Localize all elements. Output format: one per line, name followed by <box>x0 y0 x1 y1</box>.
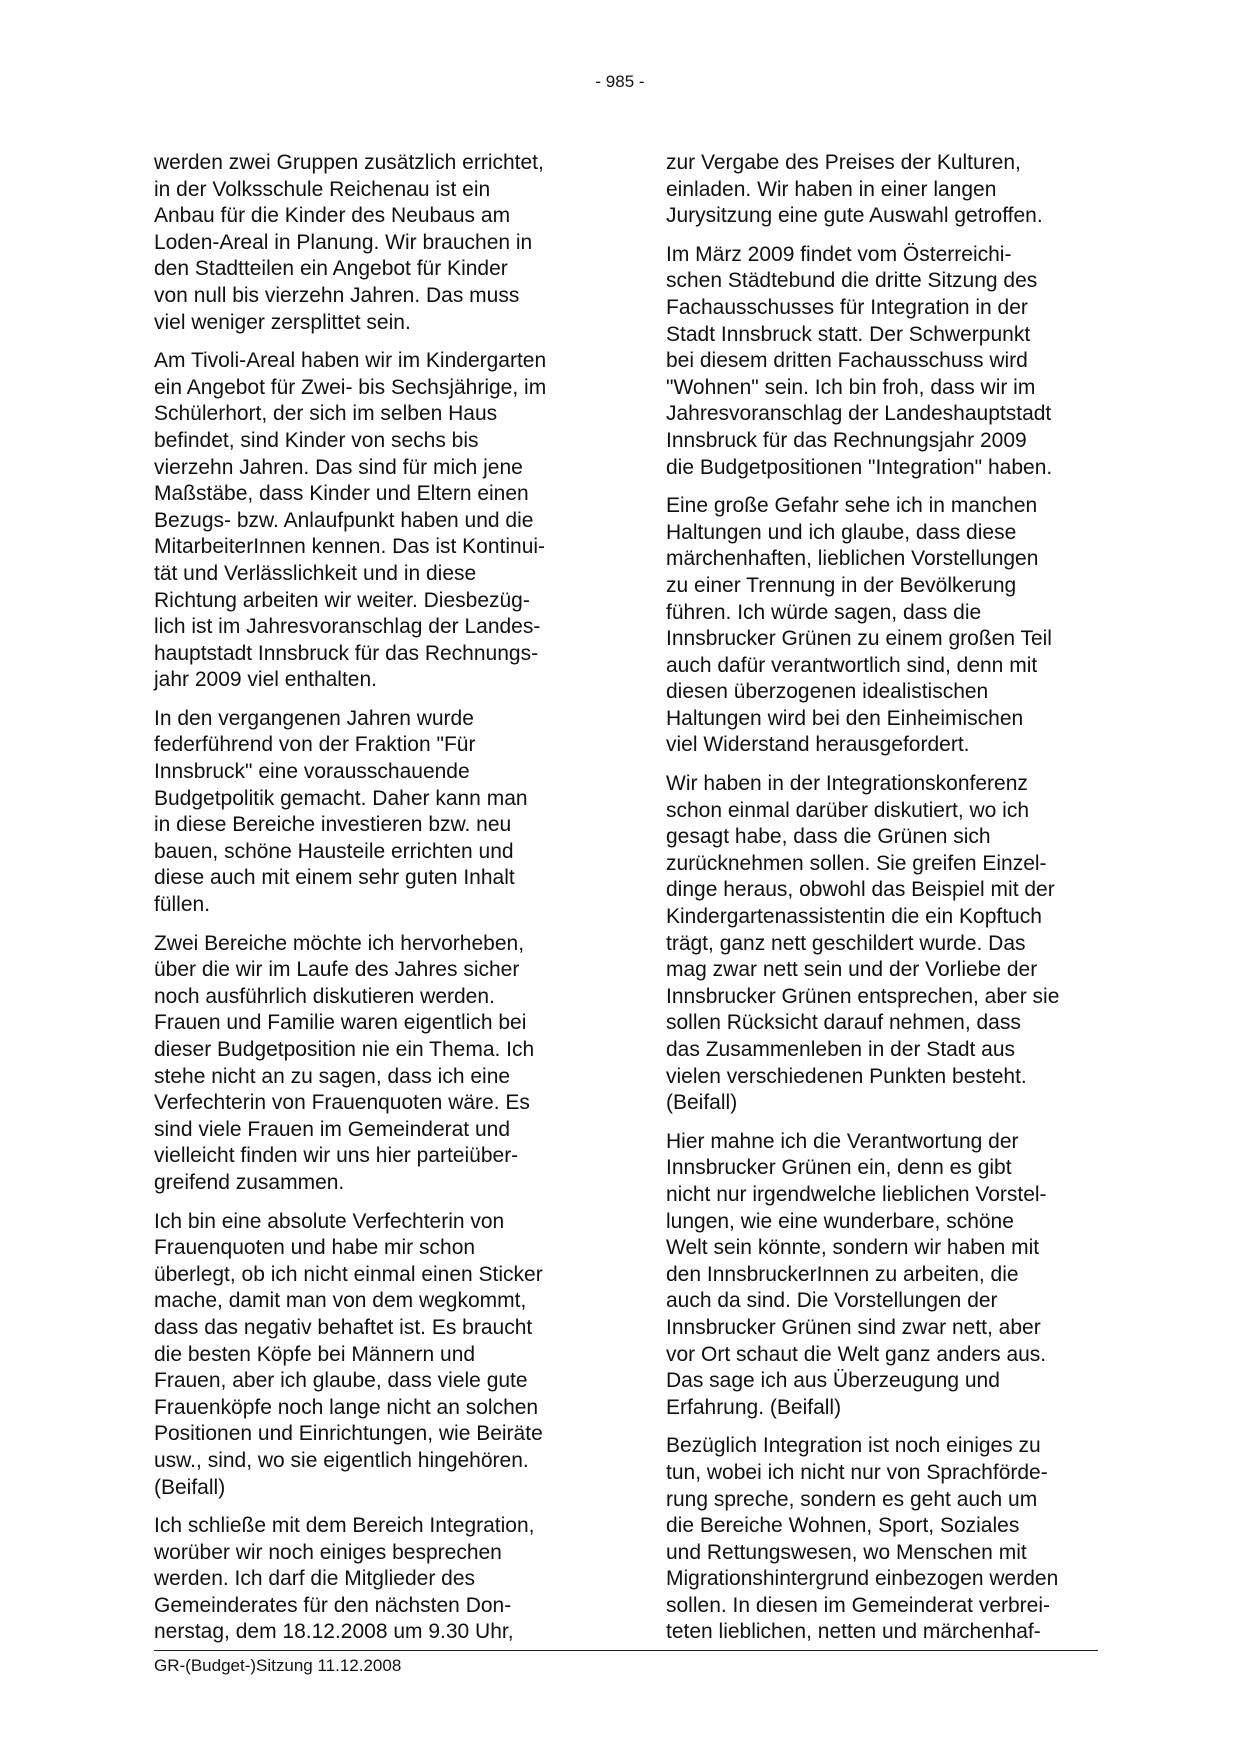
paragraph: Im März 2009 findet vom Österreichi- schen Städtebund die dritte Sitzung des Fachausschusses für Integration in der Stadt Innsbruck statt. Der Schwerpunkt bei diesem dritten Fachausschuss wird "Wohnen" sein. Ich bin froh, dass wir im Jahresvoranschlag der Landeshauptstadt Innsbruck für das Rechnungsjahr 2009 die Budgetpositionen "Integration" haben. <box>666 242 1053 479</box>
paragraph: werden zwei Gruppen zusätzlich errichtet, in der Volksschule Reichenau ist ein Anbau für die Kinder des Neubaus am Loden-Areal in Planung. Wir brauchen in den Stadtteilen ein Angebot für Kinder von null bis vierzehn Jahren. Das muss viel weniger zersplittet sein. <box>154 151 544 334</box>
footer-session-label: GR-(Budget-)Sitzung 11.12.2008 <box>154 1656 402 1675</box>
left-text-column <box>154 150 594 1658</box>
paragraph: Ich bin eine absolute Verfechterin von Frauenquoten und habe mir schon überlegt, ob ich nicht einmal einen Sticker mache, damit man von dem wegkommt, dass das negativ behaftet ist. Es braucht die besten Köpfe bei Männern und Frauen, aber ich glaube, dass viele gute Frauenköpfe noch lange nicht an solchen Positionen und Einrichtungen, wie Beiräte usw., sind, wo sie eigentlich hingehören. (Beifall) <box>154 1209 543 1499</box>
paragraph: Am Tivoli-Areal haben wir im Kindergarten ein Angebot für Zwei- bis Sechsjährige, im Schülerhort, der sich im selben Haus befindet, sind Kinder von sechs bis vierzehn Jahren. Das sind für mich jene Maßstäbe, dass Kinder und Eltern einen Bezugs- bzw. Anlaufpunkt haben und die MitarbeiterInnen kennen. Das ist Kontinui- tät und Verlässlichkeit und in diese Richtung arbeiten wir weiter. Diesbezüg- lich ist im Jahresvoranschlag der Landes- hauptstadt Innsbruck für das Rechnungs- jahr 2009 viel enthalten. <box>154 349 547 692</box>
right-text-column <box>666 150 1106 1658</box>
paragraph: Eine große Gefahr sehe ich in manchen Haltungen und ich glaube, dass diese märchenhaften, lieblichen Vorstellungen zu einer Trennung in der Bevölkerung führen. Ich würde sagen, dass die Innsbrucker Grünen zu einem großen Teil auch dafür verantwortlich sind, denn mit diesen überzogenen idealistischen Haltungen wird bei den Einheimischen viel Widerstand herausgefordert. <box>666 494 1052 757</box>
page-number: - 985 - <box>595 72 645 91</box>
paragraph: Wir haben in der Integrationskonferenz schon einmal darüber diskutiert, wo ich gesagt habe, dass die Grünen sich zurücknehmen sollen. Sie greifen Einzel- dinge heraus, obwohl das Beispiel mit der Kindergartenassistentin die ein Kopftuch trägt, ganz nett geschildert wurde. Das mag zwar nett sein und der Vorliebe der Innsbrucker Grünen entsprechen, aber sie sollen Rücksicht darauf nehmen, dass das Zusammenleben in der Stadt aus vielen verschiedenen Punkten besteht. (Beifall) <box>666 772 1060 1115</box>
paragraph: Hier mahne ich die Verantwortung der Innsbrucker Grünen ein, denn es gibt nicht nur irgendwelche lieblichen Vorstel- lungen, wie eine wunderbare, schöne Welt sein könnte, sondern wir haben mit den InnsbruckerInnen zu arbeiten, die auch da sind. Die Vorstellungen der Innsbrucker Grünen sind zwar nett, aber vor Ort schaut die Welt ganz anders aus. Das sage ich aus Überzeugung und Erfahrung. (Beifall) <box>666 1129 1047 1419</box>
paragraph: In den vergangenen Jahren wurde federführend von der Fraktion "Für Innsbruck" eine vorausschauende Budgetpolitik gemacht. Daher kann man in diese Bereiche investieren bzw. neu bauen, schöne Hausteile errichten und diese auch mit einem sehr guten Inhalt füllen. <box>154 706 528 917</box>
paragraph: Ich schließe mit dem Bereich Integration, worüber wir noch einiges besprechen werden. Ich darf die Mitglieder des Gemeinderates für den nächsten Don- nerstag, dem 18.12.2008 um 9.30 Uhr, <box>154 1514 535 1644</box>
paragraph: Zwei Bereiche möchte ich hervorheben, über die wir im Laufe des Jahres sicher noch ausführlich diskutieren werden. Frauen und Familie waren eigentlich bei dieser Budgetposition nie ein Thema. Ich stehe nicht an zu sagen, dass ich eine Verfechterin von Frauenquoten wäre. Es sind viele Frauen im Gemeinderat und vielleicht finden wir uns hier parteiüber- greifend zusammen. <box>154 931 535 1194</box>
paragraph: Bezüglich Integration ist noch einiges zu tun, wobei ich nicht nur von Sprachförde- rung spreche, sondern es geht auch um die Bereiche Wohnen, Sport, Soziales und Rettungswesen, wo Menschen mit Migrationshintergrund einbezogen werden sollen. In diesen im Gemeinderat verbrei- teten lieblichen, netten und märchenhaf- <box>666 1434 1059 1644</box>
footer-divider <box>154 1650 1098 1651</box>
paragraph: zur Vergabe des Preises der Kulturen, einladen. Wir haben in einer langen Jurysitzung eine gute Auswahl getroffen. <box>666 151 1043 228</box>
